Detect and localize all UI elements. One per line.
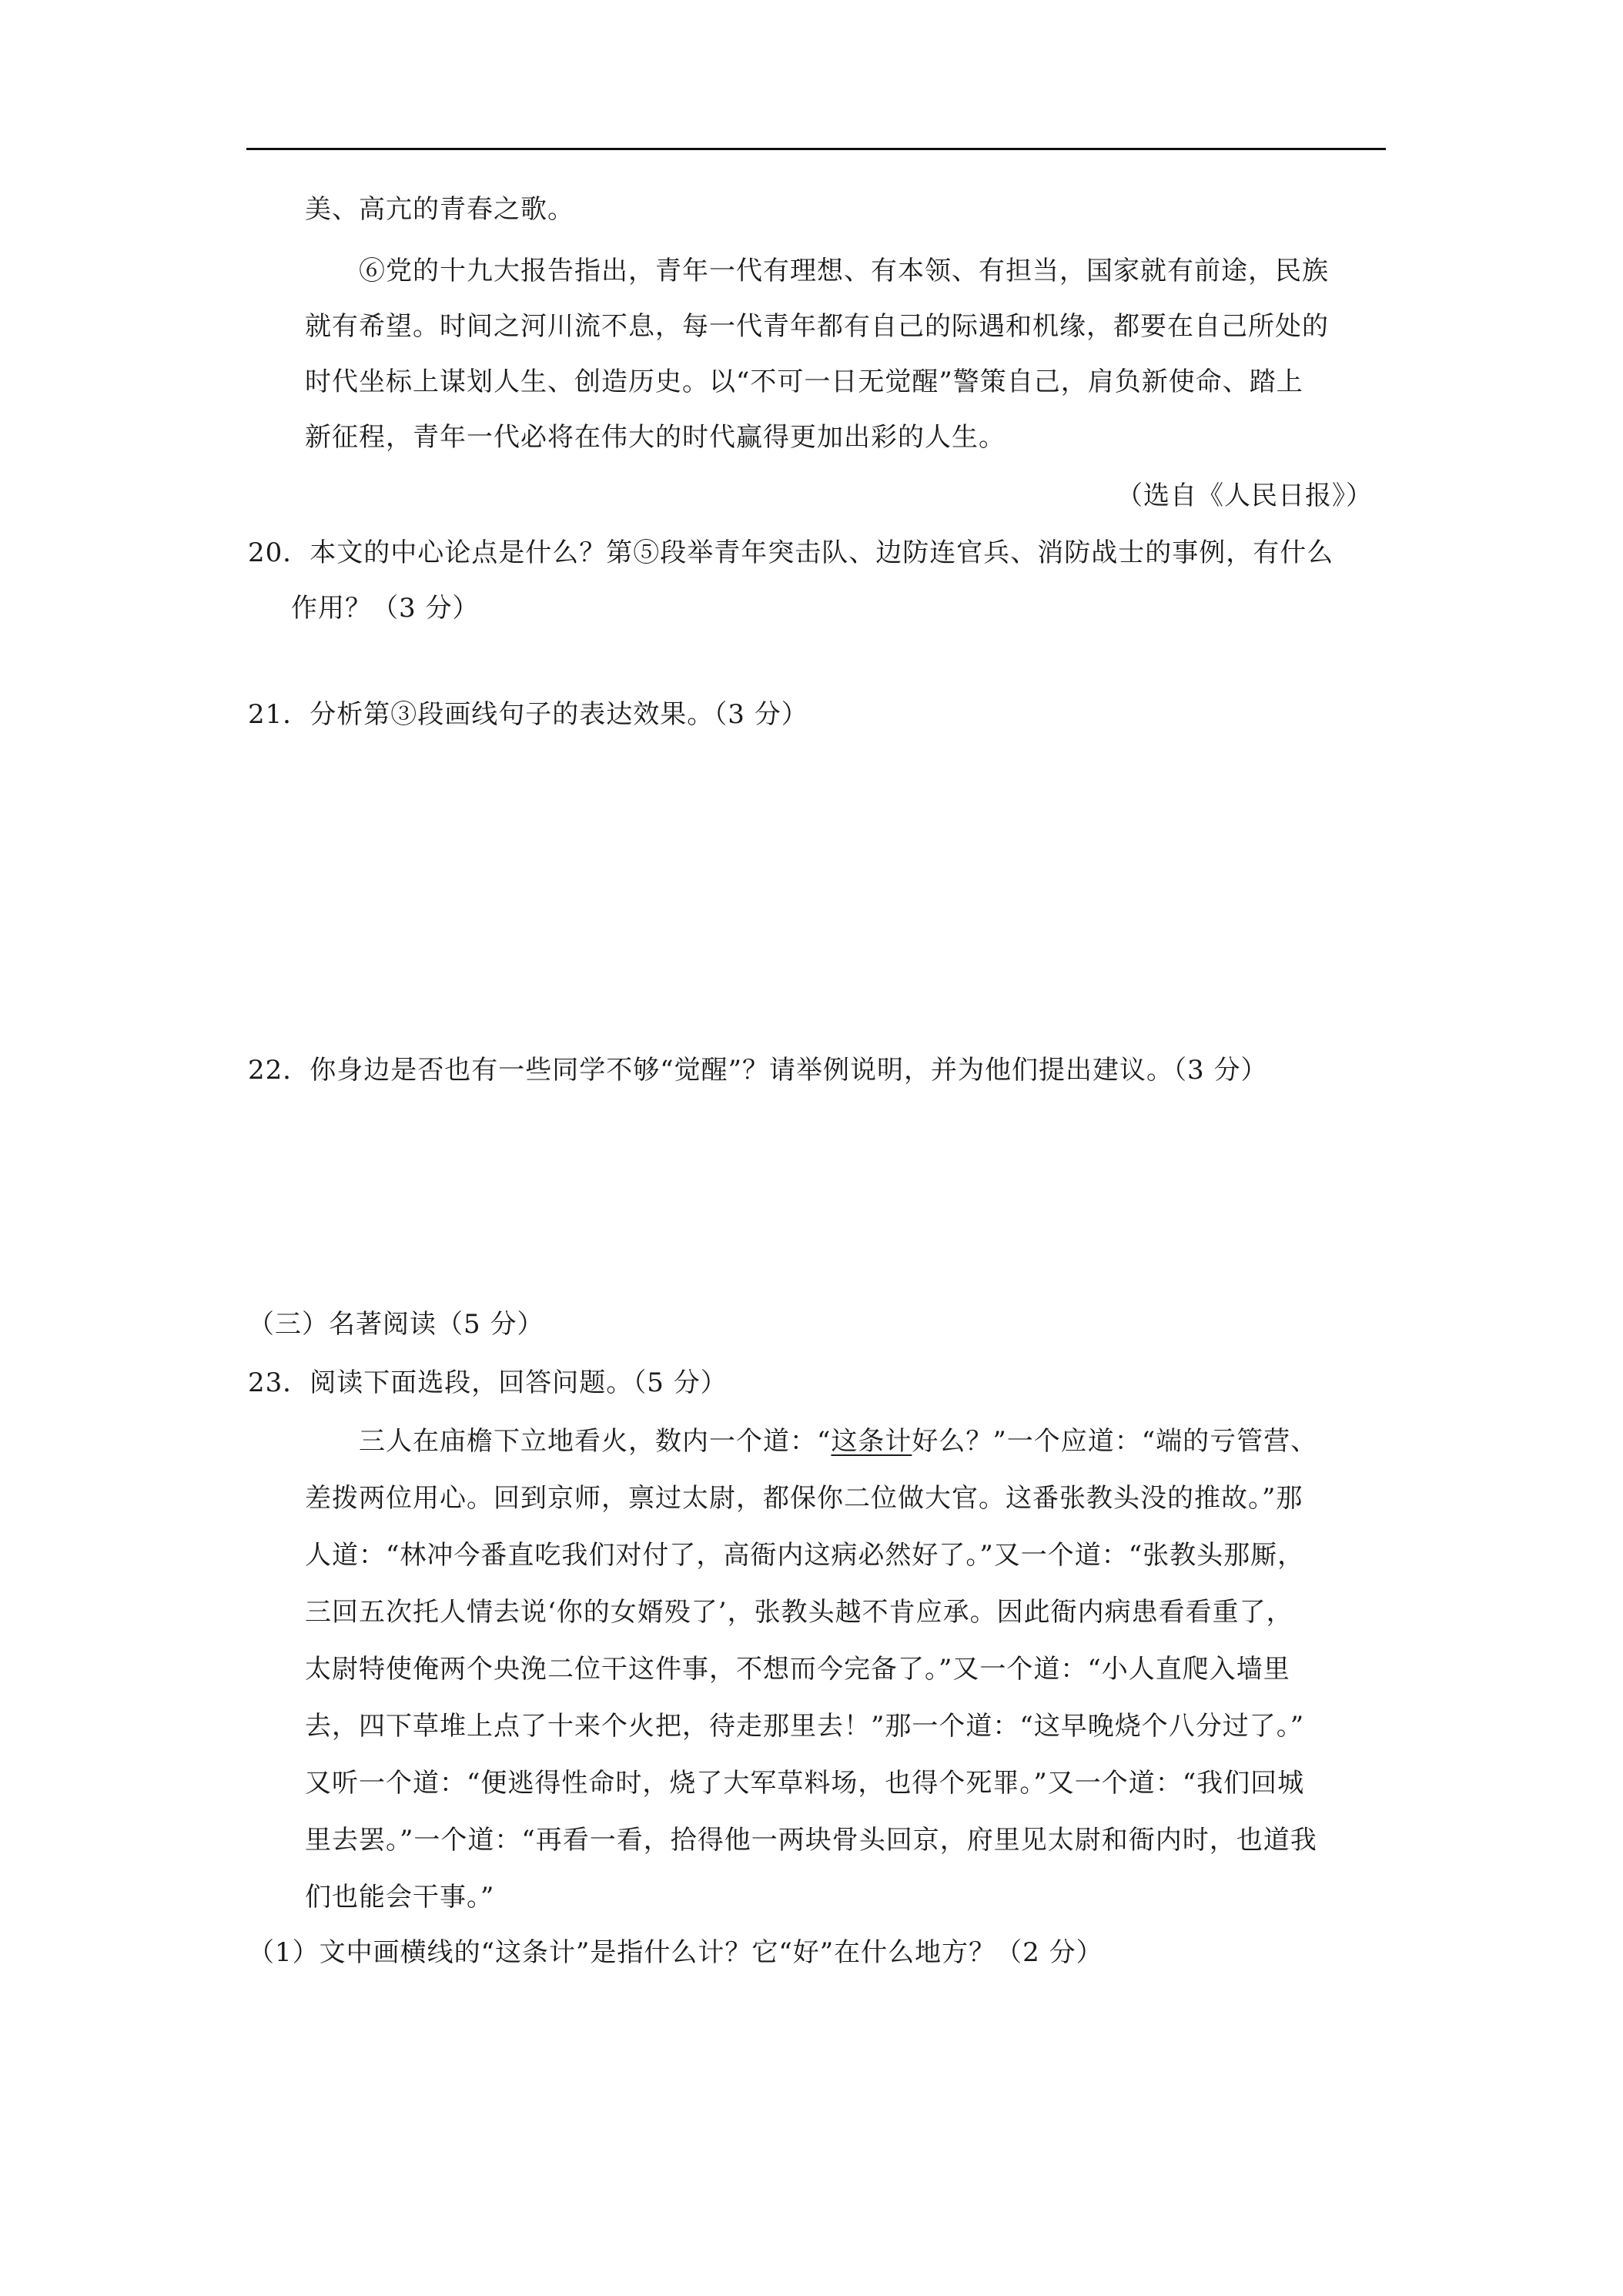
passage-line: 美、高亢的青春之歌。 [305,194,574,225]
question-21: 21．分析第③段画线句子的表达效果。（3 分） [248,699,808,730]
excerpt-line [359,1426,1317,1457]
excerpt-line: 太尉特使俺两个央浼二位干这件事，不想而今完备了。”又一个道：“小人直爬入墙里 [305,1654,1290,1685]
excerpt-line: 人道：“林冲今番直吃我们对付了，高衙内这病必然好了。”又一个道：“张教头那厮， [305,1540,1305,1571]
header-rule [246,148,1386,150]
paragraph-6-line: 就有希望。时间之河川流不息，每一代青年都有自己的际遇和机缘，都要在自己所处的 [305,311,1329,342]
question-20-cont: 作用？（3 分） [291,593,480,624]
excerpt-line: 去，四下草堆上点了十来个火把，待走那里去！”那一个道：“这早晚烧个八分过了。” [305,1711,1305,1742]
excerpt-line: 三回五次托人情去说‘你的女婿殁了’，张教头越不肯应承。因此衙内病患看看重了， [305,1597,1293,1628]
paragraph-6-line: ⑥党的十九大报告指出，青年一代有理想、有本领、有担当，国家就有前途，民族 [359,256,1329,286]
excerpt-text: 三人在庙檐下立地看火，数内一个道：“ [359,1426,832,1457]
section-3-heading: （三）名著阅读（5 分） [248,1309,544,1340]
question-23: 23．阅读下面选段，回答问题。（5 分） [248,1367,728,1398]
question-20: 20．本文的中心论点是什么？第⑤段举青年突击队、边防连官兵、消防战士的事例，有什么 [248,537,1334,568]
excerpt-text: 好么？”一个应道：“端的亏管营、 [912,1426,1318,1457]
excerpt-line: 差拨两位用心。回到京师，禀过太尉，都保你二位做大官。这番张教头没的推故。”那 [305,1483,1303,1514]
paragraph-6-line: 时代坐标上谋划人生、创造历史。以“不可一日无觉醒”警策自己，肩负新使命、踏上 [305,366,1303,397]
underlined-phrase: 这条计 [831,1426,912,1457]
excerpt-line: 又听一个道：“便逃得性命时，烧了大军草料场，也得个死罪。”又一个道：“我们回城 [305,1768,1305,1799]
paragraph-6-line: 新征程，青年一代必将在伟大的时代赢得更加出彩的人生。 [305,422,1006,453]
question-23-1: （1）文中画横线的“这条计”是指什么计？它“好”在什么地方？（2 分） [248,1937,1103,1968]
question-22: 22．你身边是否也有一些同学不够“觉醒”？请举例说明，并为他们提出建议。（3 分） [248,1055,1268,1086]
source-citation: （选自《人民日报》） [1116,480,1373,511]
excerpt-line: 们也能会干事。” [305,1882,495,1913]
excerpt-line: 里去罢。”一个道：“再看一看，拾得他一两块骨头回京，府里见太尉和衙内时，也道我 [305,1825,1317,1856]
